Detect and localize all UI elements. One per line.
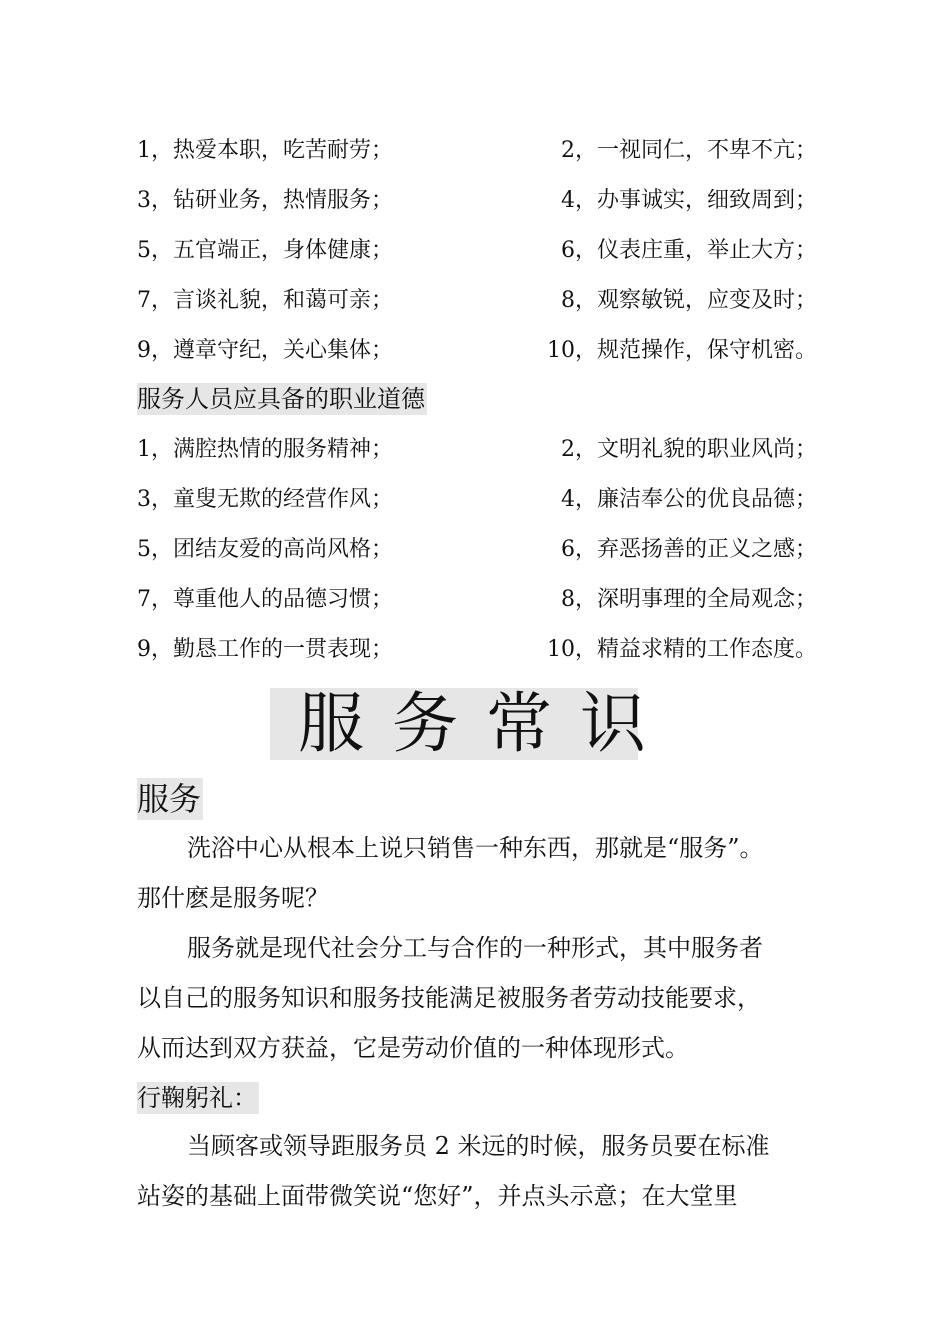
quality-item: 7，言谈礼貌，和蔼可亲； (137, 288, 393, 313)
ethics-row (137, 630, 817, 670)
paragraph-line: 以自己的服务知识和服务技能满足被服务者劳动技能要求， (137, 984, 761, 1012)
ethics-item: 7，尊重他人的品德习惯； (137, 587, 393, 612)
ethics-row (137, 430, 817, 470)
paragraph-line: 站姿的基础上面带微笑说“您好”，并点头示意；在大堂里 (137, 1182, 738, 1210)
ethics-item: 4，廉洁奉公的优良品德； (561, 487, 817, 512)
paragraph-line: 服务就是现代社会分工与合作的一种形式，其中服务者 (187, 934, 763, 962)
quality-row (137, 231, 817, 271)
ethics-row (137, 580, 817, 620)
paragraph-line: 当顾客或领导距服务员 2 米远的时候，服务员要在标准 (187, 1132, 770, 1160)
quality-item: 2，一视同仁，不卑不亢； (561, 138, 817, 163)
quality-item: 4，办事诚实，细致周到； (561, 188, 817, 213)
quality-item: 8，观察敏锐，应变及时； (561, 288, 817, 313)
service-paragraph-2 (137, 923, 837, 1073)
ethics-item: 2，文明礼貌的职业风尚； (561, 437, 817, 462)
ethics-item: 3，童叟无欺的经营作风； (137, 487, 393, 512)
quality-item: 9，遵章守纪，关心集体； (137, 338, 393, 363)
service-heading: 服务 (137, 780, 202, 818)
bow-paragraph (137, 1121, 837, 1221)
service-paragraph-1 (137, 823, 837, 923)
ethics-item: 5，团结友爱的高尚风格； (137, 537, 393, 562)
ethics-row (137, 530, 817, 570)
quality-item: 6，仪表庄重，举止大方； (561, 238, 817, 263)
quality-row (137, 181, 817, 221)
quality-row (137, 331, 817, 371)
quality-row (137, 281, 817, 321)
quality-item: 10，规范操作，保守机密。 (547, 338, 817, 363)
ethics-item: 1，满腔热情的服务精神； (137, 437, 393, 462)
quality-row (137, 131, 817, 171)
quality-item: 5，五官端正，身体健康； (137, 238, 393, 263)
ethics-item: 6，弃恶扬善的正义之感； (561, 537, 817, 562)
ethics-heading: 服务人员应具备的职业道德 (137, 385, 425, 413)
bow-heading: 行鞠躬礼： (137, 1084, 257, 1112)
quality-item: 1，热爱本职，吃苦耐劳； (137, 138, 393, 163)
paragraph-line: 那什麽是服务呢？ (137, 884, 329, 912)
ethics-item: 10，精益求精的工作态度。 (547, 637, 817, 662)
paragraph-line: 洗浴中心从根本上说只销售一种东西，那就是“服务”。 (187, 834, 764, 862)
quality-item: 3，钻研业务，热情服务； (137, 188, 393, 213)
ethics-item: 9，勤恳工作的一贯表现； (137, 637, 393, 662)
paragraph-line: 从而达到双方获益，它是劳动价值的一种体现形式。 (137, 1034, 689, 1062)
ethics-item: 8，深明事理的全局观念； (561, 587, 817, 612)
big-title: 服务常识 (270, 688, 638, 760)
ethics-row (137, 480, 817, 520)
